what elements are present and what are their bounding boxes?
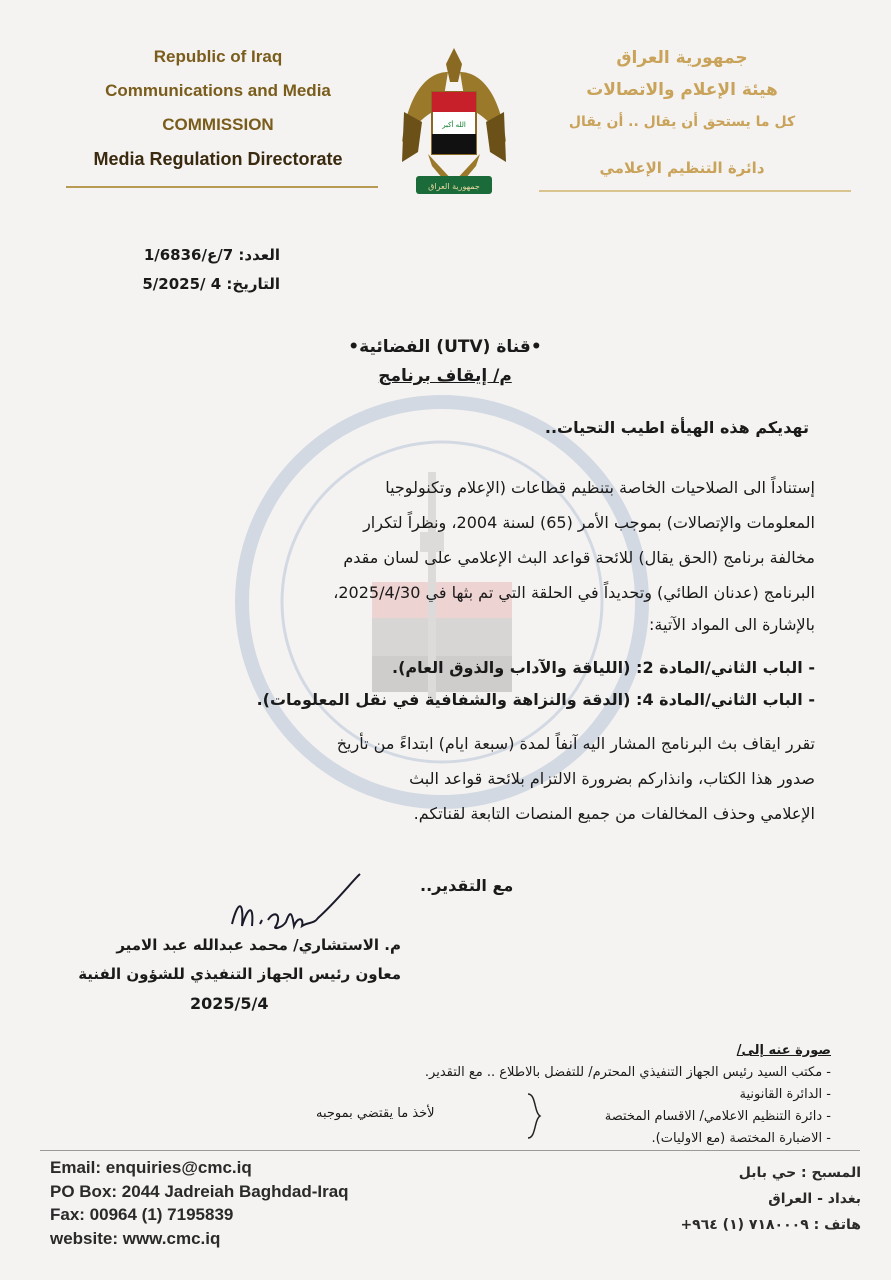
header-en-country: Republic of Iraq xyxy=(153,47,283,66)
footer-rule xyxy=(40,1150,860,1151)
greeting: تهديكم هذه الهيأة اطيب التحيات.. xyxy=(544,418,809,437)
header-ar-slogan: كل ما يستحق أن يقال .. أن يقال xyxy=(568,114,796,130)
paragraph-1-line: بالإشارة الى المواد الآتية: xyxy=(649,615,815,634)
paragraph-1 xyxy=(75,470,815,640)
emblem-motto: الله أكبر xyxy=(442,121,466,129)
header-ar-directorate: دائرة التنظيم الإعلامي xyxy=(599,159,765,177)
reference-number-value: 7/ع/1/6836 xyxy=(143,246,234,264)
reference-date-label: التاريخ: xyxy=(226,275,280,293)
paragraph-2-line: صدور هذا الكتاب، وانذاركم بضرورة الالتزام بلائحة قواعد البث xyxy=(409,769,815,788)
copies-item: - الاضبارة المختصة (مع الاوليات). xyxy=(651,1131,831,1146)
reference-number-label: العدد: xyxy=(238,246,280,264)
brace-icon xyxy=(524,1092,544,1140)
emblem-ribbon-text: جمهورية العراق xyxy=(428,182,480,191)
footer-ar-city: بغداد - العراق xyxy=(768,1191,861,1207)
paragraph-2-line: الإعلامي وحذف المخالفات من جميع المنصات التابعة لقناتكم. xyxy=(413,804,815,823)
addressee: •قناة (UTV) الفضائية• xyxy=(348,337,542,357)
paragraph-1-line: البرنامج (عدنان الطائي) وتحديداً في الحلقة التي تم بثها في 2025/4/30، xyxy=(333,583,815,602)
copies-item: - الدائرة القانونية xyxy=(739,1087,831,1102)
paragraph-2-line: تقرر ايقاف بث البرنامج المشار اليه آنفاً لمدة (سبعة ايام) ابتداءً من تأريخ xyxy=(336,734,815,753)
footer-pobox: PO Box: 2044 Jadreiah Baghdad-Iraq xyxy=(50,1181,349,1201)
footer-contact-arabic xyxy=(680,1160,861,1238)
footer-ar-address: المسبح : حي بابل xyxy=(738,1165,861,1181)
header-en-directorate: Media Regulation Directorate xyxy=(93,149,343,169)
reference-number xyxy=(134,246,280,264)
header-ar-commission: هيئة الإعلام والاتصالات xyxy=(586,80,778,100)
footer-ar-phone: هاتف : ٧١٨٠٠٠٩ (١) ٩٦٤+ xyxy=(680,1217,861,1233)
reference-date xyxy=(134,275,280,293)
header-rule-right xyxy=(539,190,851,192)
signatory-title: معاون رئيس الجهاز التنفيذي للشؤون الفنية xyxy=(78,965,401,983)
header-rule-left xyxy=(66,186,378,188)
footer-contact-english xyxy=(50,1156,349,1250)
copies-item: - مكتب السيد رئيس الجهاز التنفيذي المحترم/ للتفضل بالاطلاع .. مع التقدير. xyxy=(424,1065,831,1080)
reference-date-value: 4 /5/2025 xyxy=(142,275,222,293)
signatory-name: م. الاستشاري/ محمد عبدالله عبد الامير xyxy=(116,936,401,954)
article-bullet-2: - الباب الثاني/المادة 4: (الدقة والنزاهة والشفافية في نقل المعلومات). xyxy=(256,690,815,709)
handwritten-signature xyxy=(228,870,378,940)
paragraph-1-line: إستناداً الى الصلاحيات الخاصة بتنظيم قطاعات (الإعلام وتكنولوجيا xyxy=(385,478,815,497)
header-english xyxy=(58,40,378,176)
copies-item: - دائرة التنظيم الاعلامي/ الاقسام المختصة xyxy=(604,1109,831,1124)
iraq-eagle-emblem-icon xyxy=(398,42,510,202)
footer-fax: Fax: 00964 (1) 7195839 xyxy=(50,1205,234,1224)
header-arabic xyxy=(517,42,847,184)
closing: مع التقدير.. xyxy=(420,876,514,895)
paragraph-2 xyxy=(75,726,815,831)
paragraph-1-line: المعلومات والإتصالات) بموجب الأمر (65) لسنة 2004، ونظراً لتكرار xyxy=(363,513,815,532)
footer-email: Email: enquiries@cmc.iq xyxy=(50,1158,252,1177)
header-en-commission-word: COMMISSION xyxy=(162,115,274,134)
article-bullet-1: - الباب الثاني/المادة 2: (اللياقة والآداب والذوق العام). xyxy=(392,658,815,677)
header-ar-country: جمهورية العراق xyxy=(616,48,748,68)
paragraph-1-line: مخالفة برنامج (الحق يقال) للائحة قواعد البث الإعلامي على لسان مقدم xyxy=(343,548,815,567)
copies-note: لأخذ ما يقتضي بموجبه xyxy=(316,1106,435,1121)
signature-date: 2025/5/4 xyxy=(190,994,269,1013)
header-en-commission: Communications and Media xyxy=(105,81,331,100)
subject-line: م/ إيقاف برنامج xyxy=(378,366,512,386)
footer-website: website: www.cmc.iq xyxy=(50,1228,221,1248)
copies-heading: صورة عنه إلى/ xyxy=(736,1043,831,1058)
